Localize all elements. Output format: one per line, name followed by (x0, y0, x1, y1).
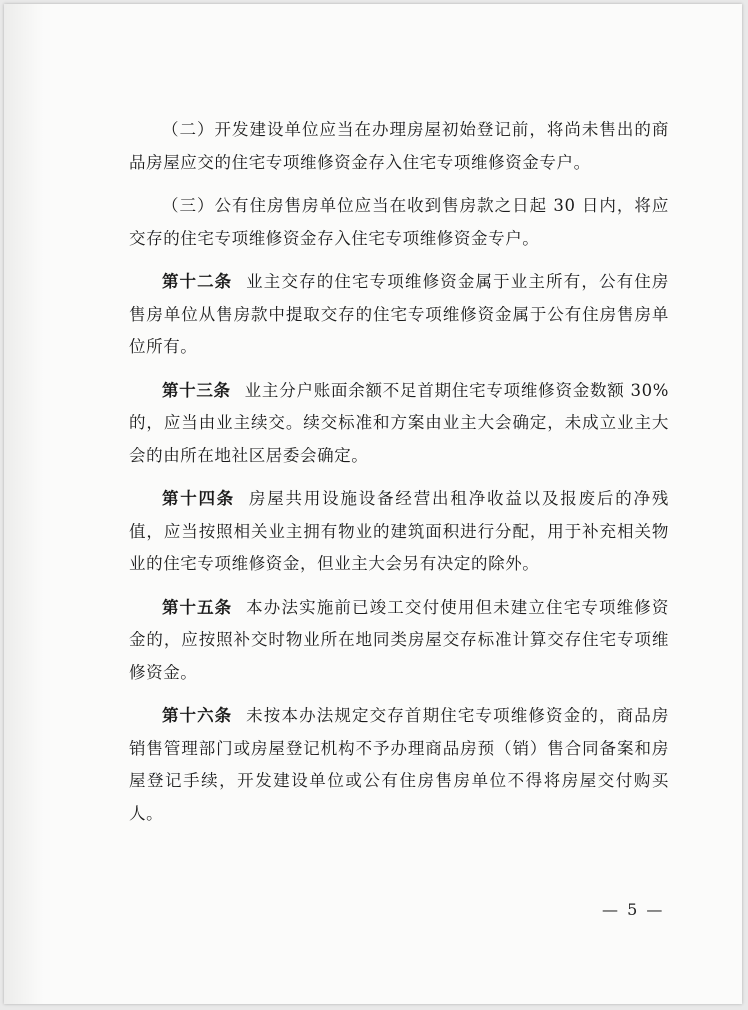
article-title: 第十二条 (162, 272, 233, 291)
article-text: 业主交存的住宅专项维修资金属于业主所有，公有住房售房单位从售房款中提取交存的住宅专项维修资金属于公有住房售房单位所有。 (129, 272, 670, 356)
document-body (129, 114, 669, 841)
article-text: 本办法实施前已竣工交付使用但未建立住宅专项维修资金的，应按照补交时物业所在地同类房屋交存标准计算交存住宅专项维修资金。 (129, 597, 670, 682)
article-text: 未按本办法规定交存首期住宅专项维修资金的，商品房销售管理部门或房屋登记机构不予办理商品房预（销）售合同备案和房屋登记手续，开发建设单位或公有住房售房单位不得将房屋交付购买人。 (129, 706, 670, 823)
page-edge-shadow (4, 4, 44, 1004)
paragraph-3 (129, 190, 669, 255)
article-16 (129, 700, 669, 830)
article-14 (129, 483, 669, 581)
page-number: — 5 — (602, 900, 665, 919)
article-title: 第十六条 (162, 706, 233, 725)
article-12 (129, 266, 669, 364)
paragraph-text: （二）开发建设单位应当在办理房屋初始登记前，将尚未售出的商品房屋应交的住宅专项维修资金存入住宅专项维修资金专户。 (129, 120, 669, 172)
article-text: 房屋共用设施设备经营出租净收益以及报废后的净残值，应当按照相关业主拥有物业的建筑面积进行分配，用于补充相关物业的住宅专项维修资金，但业主大会另有决定的除外。 (129, 489, 669, 573)
article-13 (129, 375, 669, 473)
document-page (4, 4, 742, 1004)
article-text: 业主分户账面余额不足首期住宅专项维修资金数额 30%的，应当由业主续交。续交标准和方案由业主大会确定，未成立业主大会的由所在地社区居委会确定。 (129, 380, 669, 465)
paragraph-2 (129, 114, 669, 179)
article-title: 第十五条 (162, 597, 233, 617)
article-title: 第十三条 (162, 380, 231, 400)
article-title: 第十四条 (162, 489, 235, 508)
article-15 (129, 592, 669, 690)
paragraph-text: （三）公有住房售房单位应当在收到售房款之日起 30 日内，将应交存的住宅专项维修资金存入住宅专项维修资金专户。 (129, 196, 669, 248)
